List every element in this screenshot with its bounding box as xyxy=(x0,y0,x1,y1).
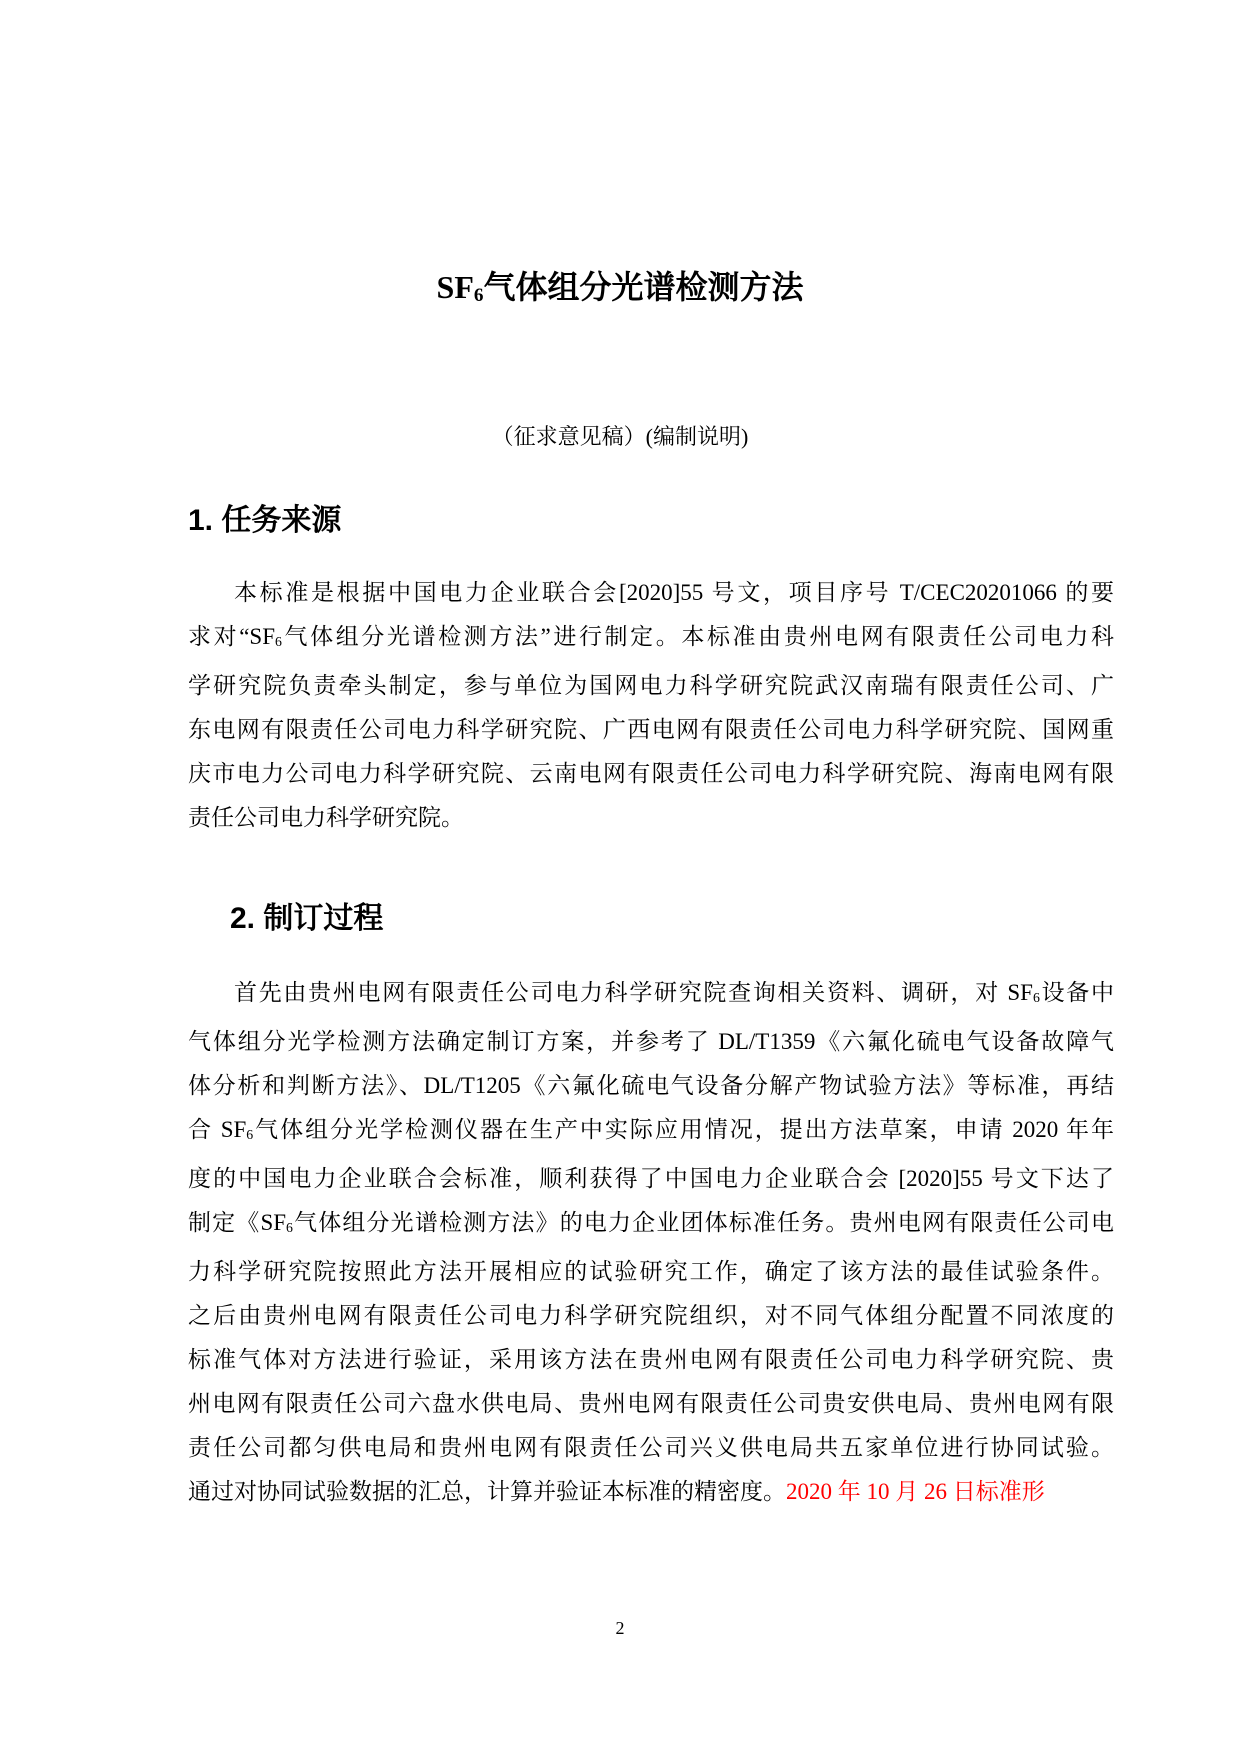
line-text: 气体组分光学检测方法确定制订方案，并参考了 DL/T1359《六氟化硫电气设备故障气 xyxy=(188,1029,1114,1055)
title-subscript: 6 xyxy=(473,284,484,306)
line-text: 东电网有限责任公司电力科学研究院、广西电网有限责任公司电力科学研究院、国网重 xyxy=(188,717,1114,743)
line-text: 标准气体对方法进行验证，采用该方法在贵州电网有限责任公司电力科学研究院、贵 xyxy=(188,1347,1114,1373)
paragraph-line xyxy=(188,1020,1114,1064)
section-2-heading: 2. 制订过程 xyxy=(230,902,384,935)
subscript-text: 6 xyxy=(275,634,282,650)
line-text: 气体组分光学检测仪器在生产中实际应用情况，提出方法草案，申请 2020 年年 xyxy=(253,1117,1114,1143)
section-1-paragraph xyxy=(188,571,1114,840)
line-text: 通过对协同试验数据的汇总，计算并验证本标准的精密度。 xyxy=(188,1479,786,1505)
line-text: 气体组分光谱检测方法”进行制定。本标准由贵州电网有限责任公司电力科 xyxy=(281,624,1114,649)
paragraph-line xyxy=(188,708,1114,752)
paragraph-line xyxy=(188,1201,1114,1250)
section-1-heading: 1. 任务来源 xyxy=(188,504,342,537)
subscript-text: 6 xyxy=(246,1127,254,1143)
paragraph-line xyxy=(188,1064,1114,1108)
line-text: 气体组分光谱检测方法》的电力企业团体标准任务。贵州电网有限责任公司电 xyxy=(292,1210,1114,1236)
line-text: 之后由贵州电网有限责任公司电力科学研究院组织，对不同气体组分配置不同浓度的 xyxy=(188,1303,1114,1329)
paragraph-line xyxy=(188,1382,1114,1426)
section-2-paragraph xyxy=(188,971,1114,1514)
line-text: 设备中 xyxy=(1039,980,1114,1005)
paragraph-line xyxy=(188,615,1114,664)
subscript-text: 6 xyxy=(286,1220,293,1236)
paragraph-line xyxy=(188,1426,1114,1470)
paragraph-line xyxy=(188,1108,1114,1157)
subscript-text: 6 xyxy=(1032,990,1040,1006)
line-text: 度的中国电力企业联合会标准，顺利获得了中国电力企业联合会 [2020]55 号文下达了 xyxy=(188,1166,1114,1192)
line-text: 责任公司都匀供电局和贵州电网有限责任公司兴义供电局共五家单位进行协同试验。 xyxy=(188,1435,1114,1461)
paragraph-line xyxy=(188,752,1114,796)
line-text: 首先由贵州电网有限责任公司电力科学研究院查询相关资料、调研，对 SF xyxy=(234,980,1033,1005)
title-suffix: 气体组分光谱检测方法 xyxy=(483,269,804,305)
document-title xyxy=(0,262,1240,308)
highlighted-date-text: 2020 年 10 月 26 日标准形 xyxy=(786,1479,1045,1505)
title-prefix: SF xyxy=(436,269,474,305)
paragraph-line xyxy=(188,664,1114,708)
page-number: 2 xyxy=(615,1618,625,1638)
paragraph-line xyxy=(188,1250,1114,1294)
line-text: 制定《SF xyxy=(188,1210,287,1236)
line-text: 体分析和判断方法》、DL/T1205《六氟化硫电气设备分解产物试验方法》等标准，再结 xyxy=(188,1073,1114,1099)
line-text: 州电网有限责任公司六盘水供电局、贵州电网有限责任公司贵安供电局、贵州电网有限 xyxy=(188,1391,1114,1417)
paragraph-line xyxy=(188,1470,1114,1514)
line-text: 合 SF xyxy=(188,1117,247,1143)
paragraph-line xyxy=(188,971,1114,1020)
paragraph-line xyxy=(188,1157,1114,1201)
document-subtitle: （征求意见稿）(编制说明) xyxy=(491,424,749,449)
line-text: 本标准是根据中国电力企业联合会[2020]55 号文，项目序号 T/CEC20201066 的要 xyxy=(234,580,1114,605)
paragraph-line xyxy=(188,571,1114,615)
paragraph-line xyxy=(188,1294,1114,1338)
line-text: 责任公司电力科学研究院。 xyxy=(188,805,464,831)
paragraph-line xyxy=(188,796,1114,840)
line-text: 学研究院负责牵头制定，参与单位为国网电力科学研究院武汉南瑞有限责任公司、广 xyxy=(188,673,1114,699)
line-text: 力科学研究院按照此方法开展相应的试验研究工作，确定了该方法的最佳试验条件。 xyxy=(188,1259,1114,1285)
line-text: 求对“SF xyxy=(188,624,275,649)
line-text: 庆市电力公司电力科学研究院、云南电网有限责任公司电力科学研究院、海南电网有限 xyxy=(188,761,1114,787)
paragraph-line xyxy=(188,1338,1114,1382)
